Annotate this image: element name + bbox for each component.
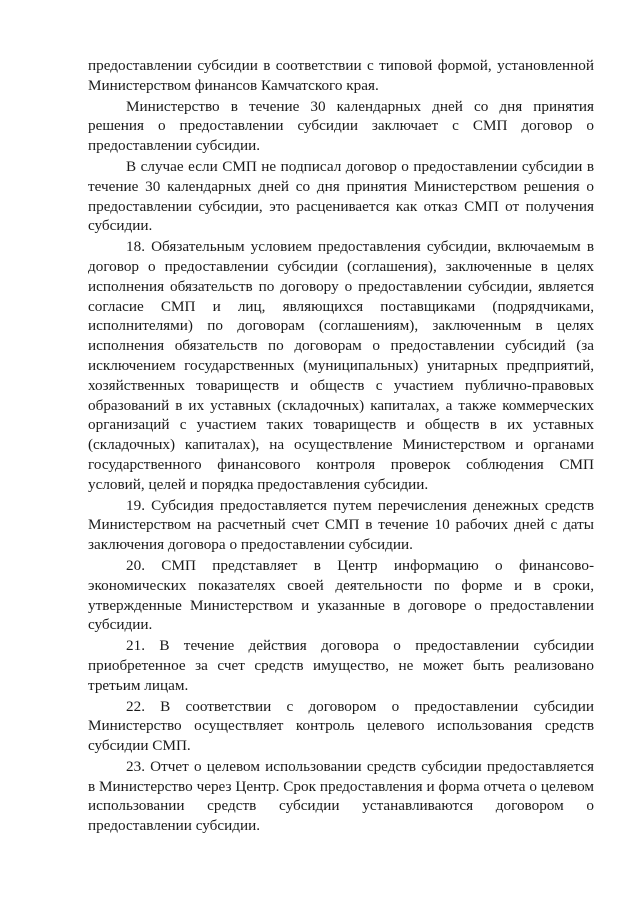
paragraph-20: 20. СМП представляет в Центр информацию о финансово-экономических показателях своей деятельности по форме и в сроки, утвержденные Министерством и указанные в договоре о предоставлении субсидии. [88,556,594,634]
paragraph-continuation: предоставлении субсидии в соответствии с типовой формой, установленной Министерством финансов Камчатского края. [88,57,594,94]
paragraph-23: 23. Отчет о целевом использовании средств субсидии предоставляется в Министерство через Центр. Срок предоставления и форма отчета о целевом использовании средств субсидии устанавливаются договором о предоставлении субсидии. [88,757,594,835]
paragraph-21: 21. В течение действия договора о предоставлении субсидии приобретенное за счет средств имущество, не может быть реализовано третьим лицам. [88,637,594,694]
paragraph-refusal: В случае если СМП не подписал договор о предоставлении субсидии в течение 30 календарных дней со дня принятия Министерством решения о предоставлении субсидии, это расценивается как отказ СМП от получения субсидии. [88,157,594,235]
paragraph-22: 22. В соответствии с договором о предоставлении субсидии Министерство осуществляет контроль целевого использования средств субсидии СМП. [88,697,594,755]
document-body [88,56,594,836]
paragraph-contract-term: Министерство в течение 30 календарных дней со дня принятия решения о предоставлении субсидии заключает с СМП договор о предоставлении субсидии. [88,97,594,155]
paragraph-19: 19. Субсидия предоставляется путем перечисления денежных средств Министерством на расчетный счет СМП в течение 10 рабочих дней с даты заключения договора о предоставлении субсидии. [88,496,594,554]
paragraph-18: 18. Обязательным условием предоставления субсидии, включаемым в договор о предоставлении субсидии (соглашения), заключенные в целях исполнения обязательств по договору о предоставлении субсидии, является согласие СМП и лиц, являющихся поставщиками (подрядчиками, исполнителями) по договорам (соглашениям), заключенным в целях исполнения обязательств по договорам о предоставлении субсидий (за исключением государственных (муниципальных) унитарных предприятий, хозяйственных товариществ и обществ с участием публично-правовых образований в их уставных (складочных) капиталах, а также коммерческих организаций с участием таких товариществ и обществ в их уставных (складочных) капиталах), на осуществление Министерством и органами государственного финансового контроля проверок соблюдения СМП условий, целей и порядка предоставления субсидии. [88,238,594,493]
